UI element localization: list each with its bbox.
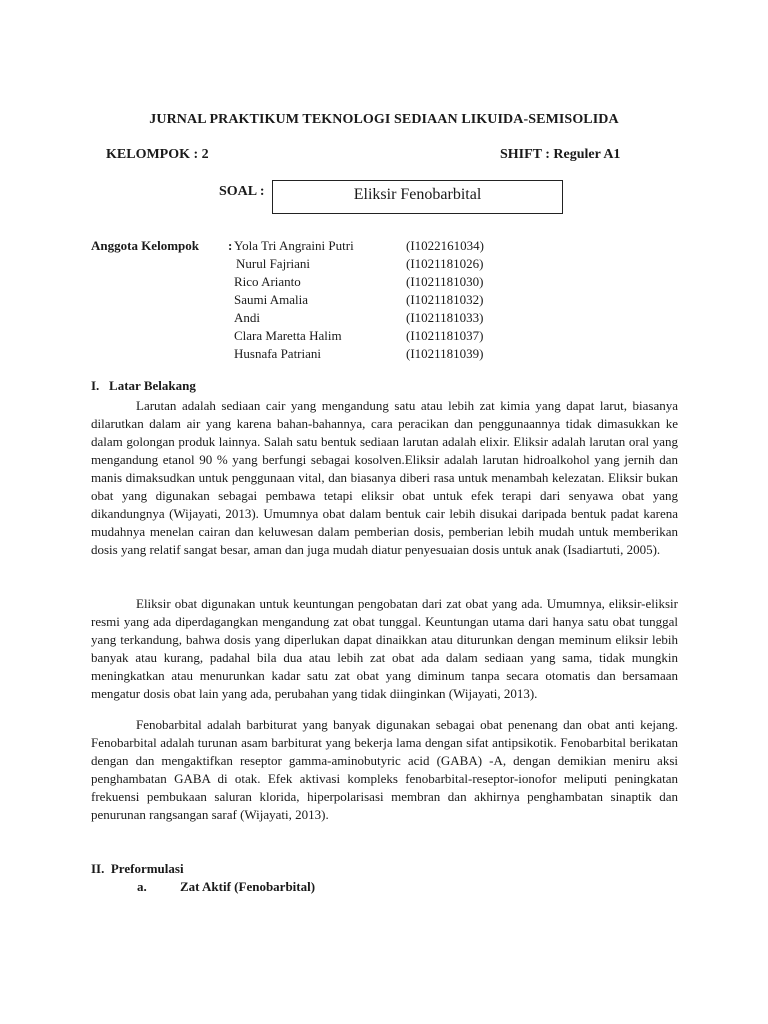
- question-value: Eliksir Fenobarbital: [353, 186, 482, 203]
- member-name: Yola Tri Angraini Putri: [234, 238, 354, 253]
- member-id: (I1022161034): [406, 238, 484, 253]
- paragraph-3: [91, 716, 678, 824]
- member-id: (I1021181032): [406, 292, 484, 307]
- member-name: Andi: [234, 310, 260, 325]
- member-row: [234, 310, 554, 328]
- member-name: Saumi Amalia: [234, 292, 309, 307]
- subsection-title: Zat Aktif (Fenobarbital): [180, 879, 316, 894]
- member-row: [234, 238, 554, 256]
- group-number: KELOMPOK : 2: [106, 147, 209, 162]
- question-label: SOAL :: [219, 184, 265, 199]
- paragraph-text: Fenobarbital adalah barbiturat yang banyak digunakan sebagai obat penenang dan obat anti kejang. Fenobarbital adalah turunan asam barbiturat yang bekerja lama dengan sifat antipsikotik. Fenobarbital berikatan dengan dan mengaktifkan reseptor gamma-aminobutyric acid (GABA) -A, dengan demikian meniru aksi penghambatan GABA di otak. Efek aktivasi kompleks fenobarbital-reseptor-ionofor meliputi peningkatan frekuensi pembukaan saluran klorida, hiperpolarisasi membran dan akhirnya penghambatan sinaptik dan penurunan rangsangan saraf (Wijayati, 2013).: [91, 717, 678, 822]
- paragraph-text: Larutan adalah sediaan cair yang mengandung satu atau lebih zat kimia yang dapat larut, biasanya dilarutkan dalam air yang karena bahan-bahannya, cara peracikan dan penggunaannya tidak dimasukkan ke dalam golongan produk lainnya. Salah satu bentuk sediaan larutan adalah elixir. Eliksir adalah larutan oral yang mengandung etanol 90 % yang berfungi sebagai kosolven.Eliksir adalah larutan hidroalkohol yang jernih dan manis dimaksudkan untuk penggunaan vital, dan biasanya diberi rasa untuk menambah kelezatan. Eliksir bukan obat yang digunakan sebagai pembawa tetapi eliksir obat untuk efek terapi dari senyawa obat yang dikandungnya (Wijayati, 2013). Umumnya obat dalam bentuk cair lebih disukai daripada bentuk padat karena mudahnya menelan cairan dan keluwesan dalam pemberian dosis, pemberian lebih mudah untuk memberikan dosis yang relatif sangat besar, aman dan juga mudah diatur penyesuaian dosis untuk anak (Isadiartuti, 2005).: [91, 398, 678, 557]
- member-id: (I1021181026): [406, 256, 484, 271]
- member-name: Rico Arianto: [234, 274, 301, 289]
- member-row: [234, 346, 554, 364]
- member-row: [234, 256, 554, 274]
- members-list: [234, 238, 554, 364]
- member-name: Clara Maretta Halim: [234, 328, 342, 343]
- member-row: [234, 328, 554, 346]
- member-row: [234, 274, 554, 292]
- paragraph-text: Eliksir obat digunakan untuk keuntungan pengobatan dari zat obat yang ada. Umumnya, eliksir-eliksir resmi yang ada diperdagangkan mengandung zat obat tunggal. Keuntungan utama dari hanya satu obat tunggal yang terkandung, bahwa dosis yang diperlukan dapat dinaikkan atau diturunkan dengan meminum eliksir lebih banyak atau kurang, padahal bila dua atau lebih zat obat ada dalam sediaan yang sama, tidak mungkin meningkatkan atau menurunkan kadar satu zat obat yang diminum tanpa secara otomatis dan bersamaan mengatur dosis obat lain yang ada, perubahan yang tidak diinginkan (Wijayati, 2013).: [91, 596, 678, 701]
- question-box: [272, 180, 563, 214]
- member-id: (I1021181037): [406, 328, 484, 343]
- members-label: Anggota Kelompok: [91, 238, 199, 253]
- member-name: Husnafa Patriani: [234, 346, 322, 361]
- members-colon: :: [228, 238, 233, 253]
- section-heading-preformulation: II. Preformulasi: [91, 861, 184, 876]
- paragraph-1: [91, 397, 678, 559]
- subsection-number: a.: [137, 879, 147, 894]
- member-id: (I1021181030): [406, 274, 484, 289]
- shift-label: SHIFT : Reguler A1: [500, 147, 621, 162]
- document-title: JURNAL PRAKTIKUM TEKNOLOGI SEDIAAN LIKUIDA-SEMISOLIDA: [149, 112, 619, 127]
- member-row: [234, 292, 554, 310]
- section-heading-background: I. Latar Belakang: [91, 378, 196, 393]
- paragraph-2: [91, 595, 678, 703]
- member-name: Nurul Fajriani: [236, 256, 311, 271]
- member-id: (I1021181039): [406, 346, 484, 361]
- member-id: (I1021181033): [406, 310, 484, 325]
